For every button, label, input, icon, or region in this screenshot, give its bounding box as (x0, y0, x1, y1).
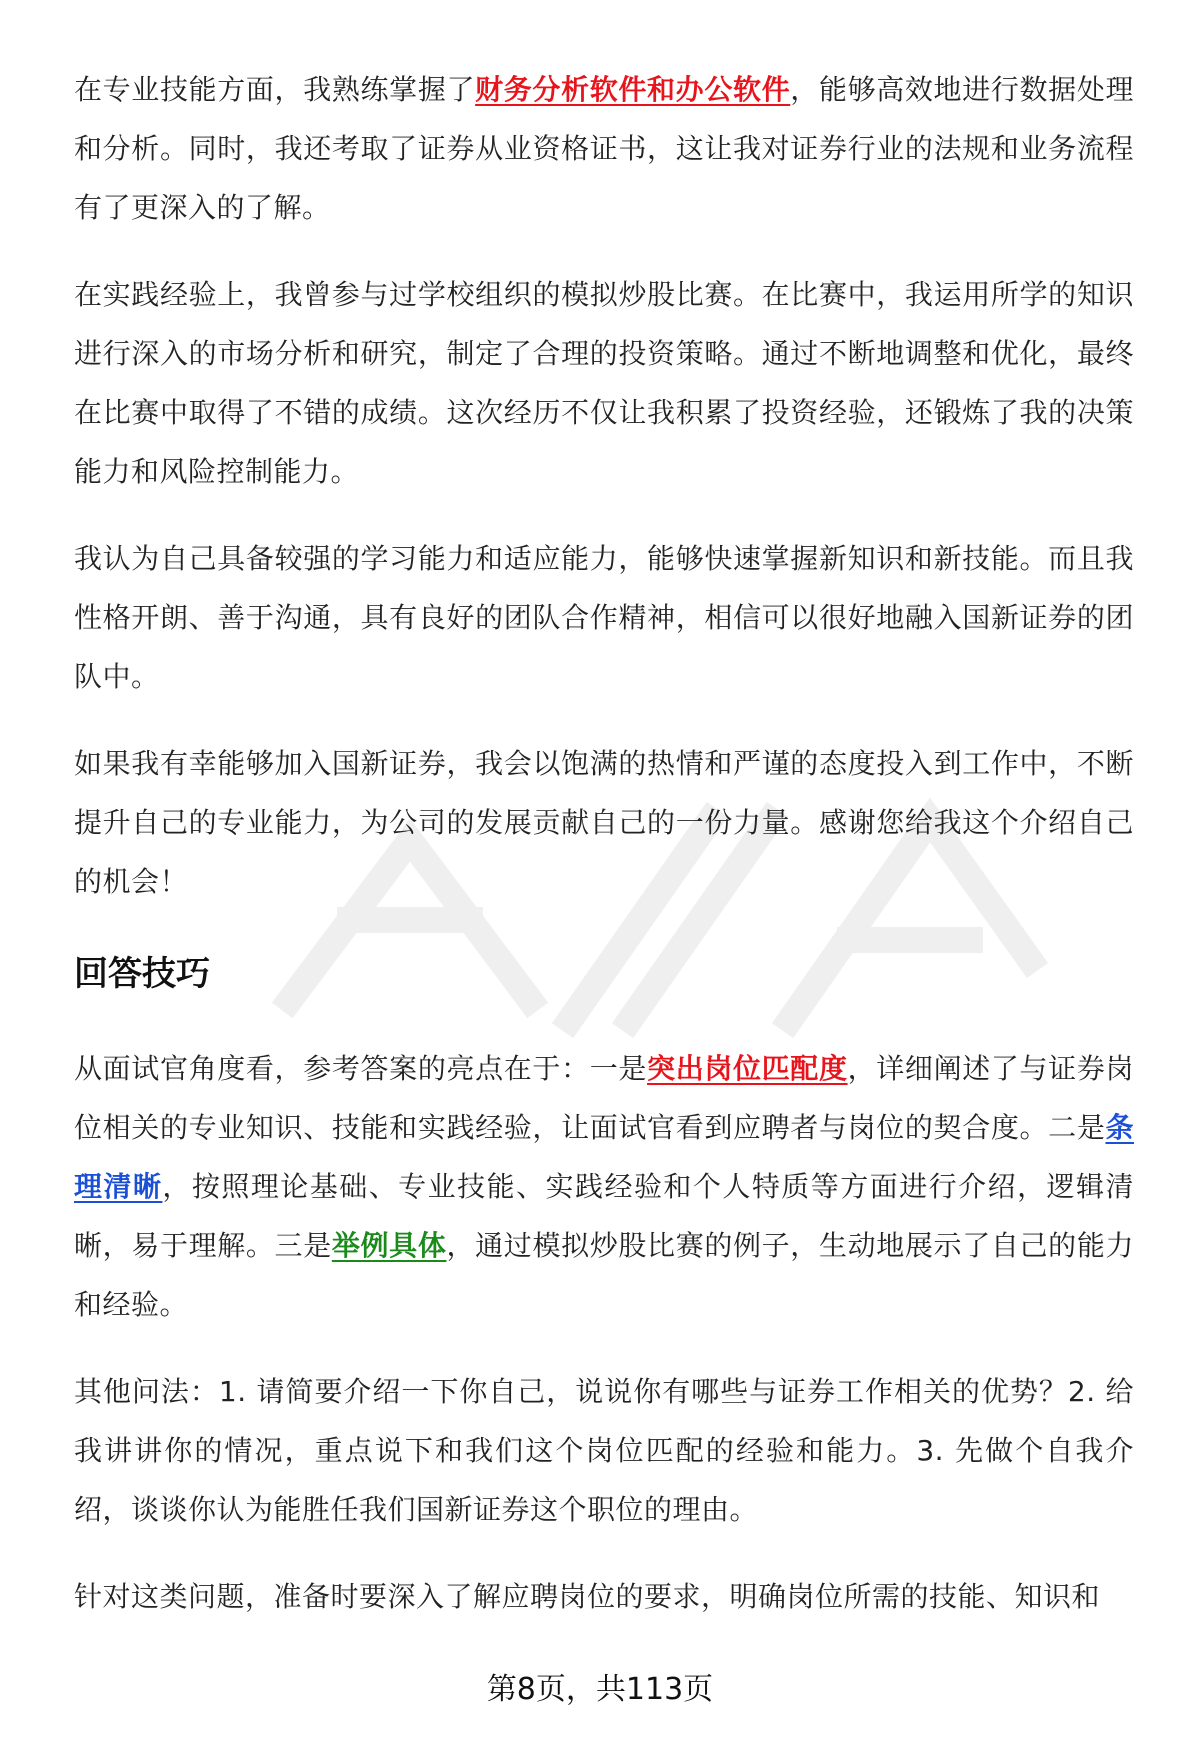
tips-text-4: ，通过模拟炒股比赛的例子，生动地展示了自己的能力和经验。 (74, 1229, 1134, 1321)
paragraph-skills (74, 60, 1134, 237)
section-heading-answer-tips: 回答技巧 (74, 954, 210, 994)
highlight-software-skills: 财务分析软件和办公软件 (475, 73, 791, 106)
tips-text-3: ，按照理论基础、专业技能、实践经验和个人特质等方面进行介绍，逻辑清晰，易于理解。三是 (74, 1170, 1134, 1262)
paragraph-tips (74, 1039, 1134, 1334)
paragraph-skills-text-after: ，能够高效地进行数据处理和分析。同时，我还考取了证券从业资格证书，这让我对证券行业的法规和业务流程有了更深入的了解。 (74, 73, 1134, 224)
tips-text-2: ，详细阐述了与证券岗位相关的专业知识、技能和实践经验，让面试官看到应聘者与岗位的契合度。二是 (74, 1052, 1134, 1144)
document-body (74, 60, 1134, 1654)
tips-text-1: 从面试官角度看，参考答案的亮点在于：一是 (74, 1052, 648, 1085)
paragraph-abilities: 我认为自己具备较强的学习能力和适应能力，能够快速掌握新知识和新技能。而且我性格开朗、善于沟通，具有良好的团队合作精神，相信可以很好地融入国新证券的团队中。 (74, 542, 1134, 693)
highlight-concrete-examples: 举例具体 (331, 1229, 447, 1262)
paragraph-skills-text-before: 在专业技能方面，我熟练掌握了 (74, 73, 476, 106)
paragraph-closing: 如果我有幸能够加入国新证券，我会以饱满的热情和严谨的态度投入到工作中，不断提升自己的专业能力，为公司的发展贡献自己的一份力量。感谢您给我这个介绍自己的机会！ (74, 747, 1134, 898)
page-number-footer: 第8页，共113页 (486, 1672, 714, 1707)
paragraph-preparation: 针对这类问题，准备时要深入了解应聘岗位的要求，明确岗位所需的技能、知识和 (74, 1580, 1101, 1613)
paragraph-experience: 在实践经验上，我曾参与过学校组织的模拟炒股比赛。在比赛中，我运用所学的知识进行深入的市场分析和研究，制定了合理的投资策略。通过不断地调整和优化，最终在比赛中取得了不错的成绩。这次经历不仅让我积累了投资经验，还锻炼了我的决策能力和风险控制能力。 (74, 278, 1134, 488)
highlight-clear-structure: 条理清晰 (74, 1111, 1134, 1203)
highlight-job-match: 突出岗位匹配度 (647, 1052, 848, 1085)
paragraph-other-questions: 其他问法：1. 请简要介绍一下你自己，说说你有哪些与证券工作相关的优势？2. 给我讲讲你的情况，重点说下和我们这个岗位匹配的经验和能力。3. 先做个自我介绍，谈谈你认为能胜任我们国新证券这个职位的理由。 (74, 1375, 1134, 1526)
